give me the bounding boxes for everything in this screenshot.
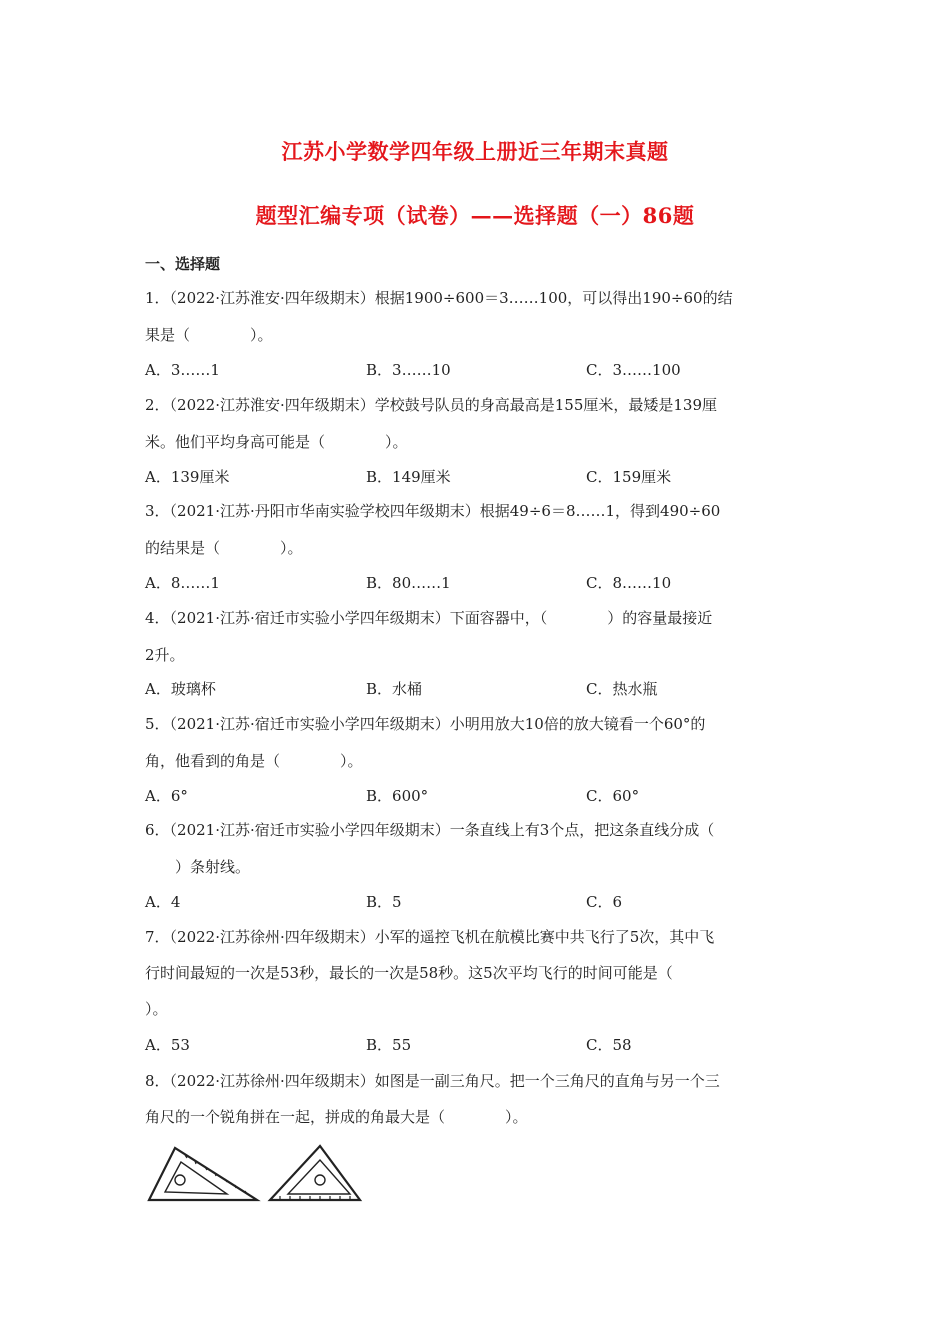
question-7-option-c: C．58 <box>586 1036 632 1054</box>
question-2-option-a: A．139厘米 <box>145 468 230 486</box>
question-2-line-1: 2．（2022·江苏淮安·四年级期末）学校鼓号队员的身高最高是155厘米，最矮是139厘 <box>145 396 718 414</box>
question-3-option-a: A．8……1 <box>145 574 220 592</box>
question-3-line-2: 的结果是（ ）。 <box>145 539 303 557</box>
question-8-line-2: 角尺的一个锐角拼在一起，拼成的角最大是（ ）。 <box>145 1108 528 1126</box>
question-1-line-1: 1．（2022·江苏淮安·四年级期末）根据1900÷600＝3……100，可以得出190÷60的结 <box>145 289 733 307</box>
question-1-option-c: C．3……100 <box>586 361 681 379</box>
question-1-option-b: B．3……10 <box>366 361 451 379</box>
question-3-option-b: B．80……1 <box>366 574 451 592</box>
question-4-option-b: B．水桶 <box>366 680 423 698</box>
question-6-option-b: B．5 <box>366 893 402 911</box>
question-6-option-c: C．6 <box>586 893 623 911</box>
question-2-option-c: C．159厘米 <box>586 468 672 486</box>
question-5-option-a: A．6° <box>145 787 188 805</box>
question-7-line-2: 行时间最短的一次是53秒，最长的一次是58秒。这5次平均飞行的时间可能是（ <box>145 964 673 982</box>
question-7-option-a: A．53 <box>145 1036 190 1054</box>
isosceles-triangle-ruler-icon <box>270 1146 360 1200</box>
question-6-option-a: A．4 <box>145 893 181 911</box>
question-7-line-3: ）。 <box>145 1000 168 1018</box>
question-5-option-b: B．600° <box>366 787 429 805</box>
question-4-option-a: A．玻璃杯 <box>145 680 216 698</box>
question-5-line-1: 5．（2021·江苏·宿迁市实验小学四年级期末）小明用放大10倍的放大镜看一个60°的 <box>145 715 706 733</box>
question-1-line-2: 果是（ ）。 <box>145 326 273 344</box>
question-6-line-2: ）条射线。 <box>145 858 251 876</box>
question-7-option-b: B．55 <box>366 1036 412 1054</box>
right-triangle-ruler-icon <box>149 1148 257 1200</box>
question-5-line-2: 角，他看到的角是（ ）。 <box>145 752 363 770</box>
section-heading: 一、选择题 <box>145 255 221 273</box>
document-title-line-1: 江苏小学数学四年级上册近三年期末真题 <box>281 139 669 164</box>
question-1-option-a: A．3……1 <box>145 361 220 379</box>
question-2-line-2: 米。他们平均身高可能是（ ）。 <box>145 433 408 451</box>
question-4-line-1: 4．（2021·江苏·宿迁市实验小学四年级期末）下面容器中，（ ）的容量最接近 <box>145 609 713 627</box>
document-title-line-2: 题型汇编专项（试卷）——选择题（一）86题 <box>255 203 695 228</box>
question-4-option-c: C．热水瓶 <box>586 680 658 698</box>
question-6-line-1: 6．（2021·江苏·宿迁市实验小学四年级期末）一条直线上有3个点，把这条直线分成（ <box>145 821 715 839</box>
question-3-line-1: 3．（2021·江苏·丹阳市华南实验学校四年级期末）根据49÷6＝8……1，得到490÷60 <box>145 502 721 520</box>
question-8-line-1: 8．（2022·江苏徐州·四年级期末）如图是一副三角尺。把一个三角尺的直角与另一个三 <box>145 1072 720 1090</box>
set-square-figures <box>145 1142 365 1204</box>
question-7-line-1: 7．（2022·江苏徐州·四年级期末）小军的遥控飞机在航模比赛中共飞行了5次，其中飞 <box>145 928 715 946</box>
question-3-option-c: C．8……10 <box>586 574 672 592</box>
question-4-line-2: 2升。 <box>145 646 185 664</box>
question-2-option-b: B．149厘米 <box>366 468 451 486</box>
question-5-option-c: C．60° <box>586 787 640 805</box>
